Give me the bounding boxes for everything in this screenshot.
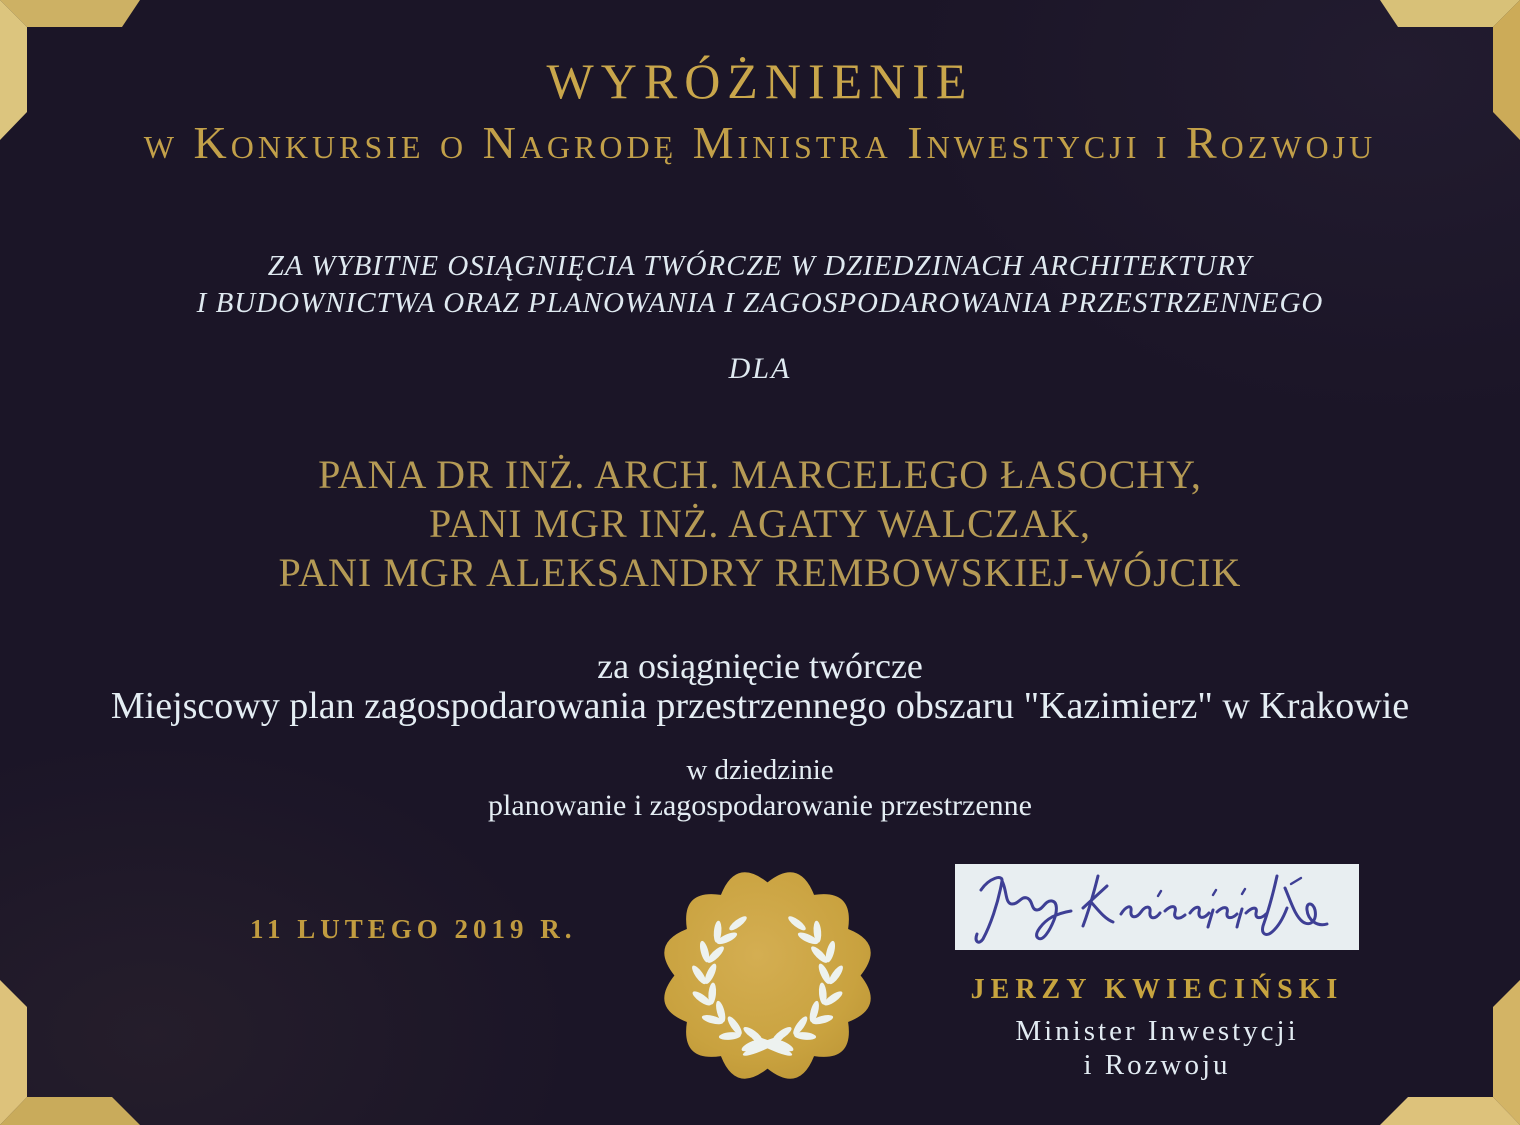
recipient-name-2: PANI MGR INŻ. AGATY WALCZAK,: [428, 501, 1092, 546]
recipient-name-1: PANA DR INŻ. ARCH. MARCELEGO ŁASOCHY,: [318, 452, 1202, 497]
corner-ornament-bottom-left: [0, 975, 150, 1125]
certificate-subtitle: w Konkursie o Nagrodę Ministra Inwestycji i Rozwoju: [143, 117, 1377, 168]
field-value: planowanie i zagospodarowanie przestrzenne: [488, 789, 1032, 822]
certificate-title: WYRÓŻNIENIE: [546, 53, 974, 109]
signer-title-line-1: Minister Inwestycji: [1015, 1015, 1299, 1047]
corner-ornament-bottom-right: [1370, 975, 1520, 1125]
recipient-name-3: PANI MGR ALEKSANDRY REMBOWSKIEJ-WÓJCIK: [278, 550, 1242, 595]
citation-line-2: I BUDOWNICTWA ORAZ PLANOWANIA I ZAGOSPODAROWANIA PRZESTRZENNEGO: [196, 287, 1324, 319]
citation-line-1: ZA WYBITNE OSIĄGNIĘCIA TWÓRCZE W DZIEDZINACH ARCHITEKTURY: [267, 250, 1253, 282]
for-label: DLA: [728, 352, 792, 385]
laurel-wreath-icon: [645, 853, 890, 1098]
field-label: w dziedzinie: [686, 754, 834, 786]
achievement-title: Miejscowy plan zagospodarowania przestrzennego obszaru "Kazimierz" w Krakowie: [110, 685, 1410, 727]
achievement-intro: za osiągnięcie twórcze: [597, 646, 923, 686]
signer-name: JERZY KWIECIŃSKI: [970, 974, 1344, 1005]
signer-title-line-2: i Rozwoju: [1083, 1049, 1231, 1081]
date-text: 11 LUTEGO 2019 R.: [250, 914, 577, 944]
signer-title: [957, 1014, 1357, 1082]
signature-handwriting-icon: [955, 864, 1359, 950]
signature-label: [955, 864, 1359, 950]
award-seal: [645, 853, 890, 1098]
